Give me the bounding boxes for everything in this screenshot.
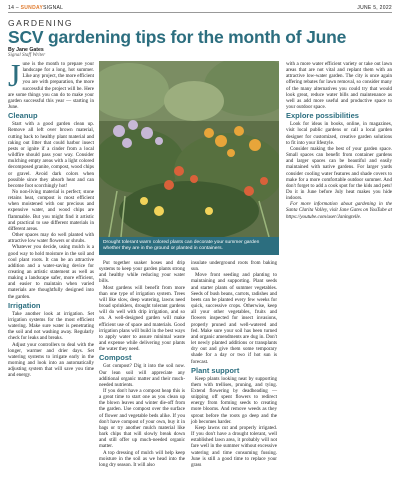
article-column-1	[8, 57, 94, 379]
author-role: Signal Staff Writer	[8, 53, 46, 58]
section-heading-compost: Compost	[99, 353, 132, 363]
closing-note: For more information about gardening in the Santa Clarita Valley, visit Jane Gates on YouTube at https://youtube.com/user/Janingtelle.	[286, 201, 392, 220]
article-column-2	[99, 260, 185, 468]
paragraph: Most gardens will benefit from more than one type of irrigation system. Trees will like slow, deep watering, lawns need broad sprinklers, drought tolerant gardens will do well with drip irrigation, and so on. A well-designed garden will make efficient use of space and materials. Good irrigation plans will build in the best ways to apply water to assure minimal waste and expense while delivering your plants the water they need.	[99, 284, 185, 353]
brand-name: SUNDAY	[20, 5, 44, 11]
lead-text: une is the month to prepare your landscape for a long, hot summer. Like any project, the more efficient you are with preparation, the more successful the project will be. Here are some things you can do to make your garden successful this year — starting in June.	[8, 61, 94, 111]
paragraph: Keep plants looking neat by supporting them with trellises, pruning, and tying. Extend flowering by deadheading — snipping off spent flowers to redirect energy from forming seeds to creating more blooms. And remove weeds as they sprout before the roots go deep and the job becomes harder.	[191, 375, 277, 425]
section-name: SIGNAL	[43, 5, 64, 11]
drop-cap: J	[8, 57, 21, 93]
photo-caption: Drought tolerant warm colored plants can decorate your summer garden whether they are in the ground or planted in containers.	[99, 237, 279, 255]
garden-photo-illustration	[99, 61, 279, 237]
paragraph: Other spaces may do well planted with attractive low water flowers or shrubs.	[8, 232, 94, 245]
paragraph: Move front seeding and planting to maintaining and supporting. Plant seeds and starter plants of summer vegetables. Seeds of bush beans, carrots, radishes and beets can be planted every few weeks for quick, successive crops. Otherwise, keep all your other vegetables, fruits and flowers inspected for insect invasions, properly pruned and well-watered and fed. Make sure your soil has been turned and organic amendments are dug in. Don't let newly planted additions or transplants dry out and give them some temporary shade for a day or two if hot sun is forecast.	[191, 272, 277, 365]
paragraph: Put together soaker hoses and drip systems to keep your garden plants strong and healthy while reducing your water bills.	[99, 260, 185, 285]
paragraph: Got compost? Dig it into the soil now. Our lean soil will appreciate any additional organic matter and their much-needed nutrients.	[99, 363, 185, 388]
paragraph: Keep lawns cut and properly irrigated. If you don't have a drought tolerant, well established lawn area, it probably will not fare well in the summer without excessive watering and time consuming fussing. June is still a good time to replace your grass	[191, 424, 277, 468]
paragraph: with a more water efficient variety or take out lawn areas that are not vital and replant them with an attractive low-water garden. The city is once again offering rebates for lawn removal, so consider many of the many alternatives you could try that would look great, reduce water bills and maintenance as well as add more useful and productive space to your outdoor space.	[286, 61, 392, 111]
issue-date: JUNE 5, 2022	[357, 5, 392, 11]
paragraph: Take another look at irrigation. Set irrigation systems for the most efficient watering. Make sure water is penetrating the soil and not washing away. Regularly check for leaks and breaks.	[8, 310, 94, 342]
paragraph: If you don't have a compost heap this is a great time to start one as you clean up the blown leaves and winter die-off from the garden. Use compost over the surface of flower and vegetable beds alike. If you don't have compost of your own, buy it in bags or try another mulch material like bark chips that will slowly break down and still offer up much-needed organic matter.	[99, 387, 185, 450]
section-heading-cleanup: Cleanup	[8, 111, 38, 121]
paragraph: No non-living material is perfect; stone retains heat, compost is most efficient when moistened with our precious and expensive water, and wood chips are flammable. But you might find it artistic and practical to use different materials in different areas.	[8, 188, 94, 232]
lead-paragraph	[8, 57, 94, 111]
paragraph: A top dressing of mulch will help keep moisture in the soil as we head into the long dry season. It will also	[99, 449, 185, 468]
author-byline: By Jane Gates	[8, 47, 44, 53]
header-rule	[8, 12, 392, 13]
section-heading-explore-possibilities: Explore possibilities	[286, 111, 359, 121]
article-column-3	[191, 260, 277, 468]
article-column-4	[286, 61, 392, 220]
section-heading-plant-support: Plant support	[191, 365, 240, 375]
paragraph: Adjust your controllers to deal with the longer, warmer and drier days. Set watering systems to irrigate early in the morning and look into an automatically adjusting system that will save you time and energy.	[8, 341, 94, 379]
folio-separator: –	[14, 5, 21, 11]
garden-photo	[99, 61, 279, 237]
paragraph: Start with a good garden clean up. Remove all left over brown material, cutting back to healthy plant material and raking out litter that could harbor insect pests or ignite if a cinder from a local wildfire should pass your way. Consider mulching empty areas with a light colored decomposed granite, compost, wood chips or gravel. Avoid dark colors when possible since they absorb heat and can become foot scorchingly hot!	[8, 121, 94, 189]
paragraph: insulate underground roots from baking sun.	[191, 260, 277, 273]
section-heading-irrigation: Irrigation	[8, 300, 41, 310]
page-number: 14	[8, 5, 15, 11]
article-headline: SCV gardening tips for the month of June	[8, 27, 347, 47]
paragraph: Whatever you decide, using mulch is a good way to hold moisture in the soil and cool plant roots. It can be an attractive addition and a water-saving device for creating an artistic statement as well as making a landscape safer, more efficient, and easier to maintain when varied materials are thoughtfully designed into the garden.	[8, 244, 94, 300]
paragraph: Consider making the best of your garden space. Small spaces can benefit from container gardens and larger spaces can be beautiful and easily maintained with native gardens. For larger yards consider cooling water features and shade covers to make for a more comfortable outdoor summer. And don't forget to add a cook spot for the kids and pets! Do it in June before July heat makes you hide indoors.	[286, 145, 392, 202]
paragraph: Look for ideas in books, online, in magazines, visit local public gardens or call a local garden designer for customized, creative garden solutions to fit into your lifestyle.	[286, 121, 392, 146]
section-kicker: GARDENING	[8, 18, 73, 28]
page-folio	[8, 5, 63, 11]
